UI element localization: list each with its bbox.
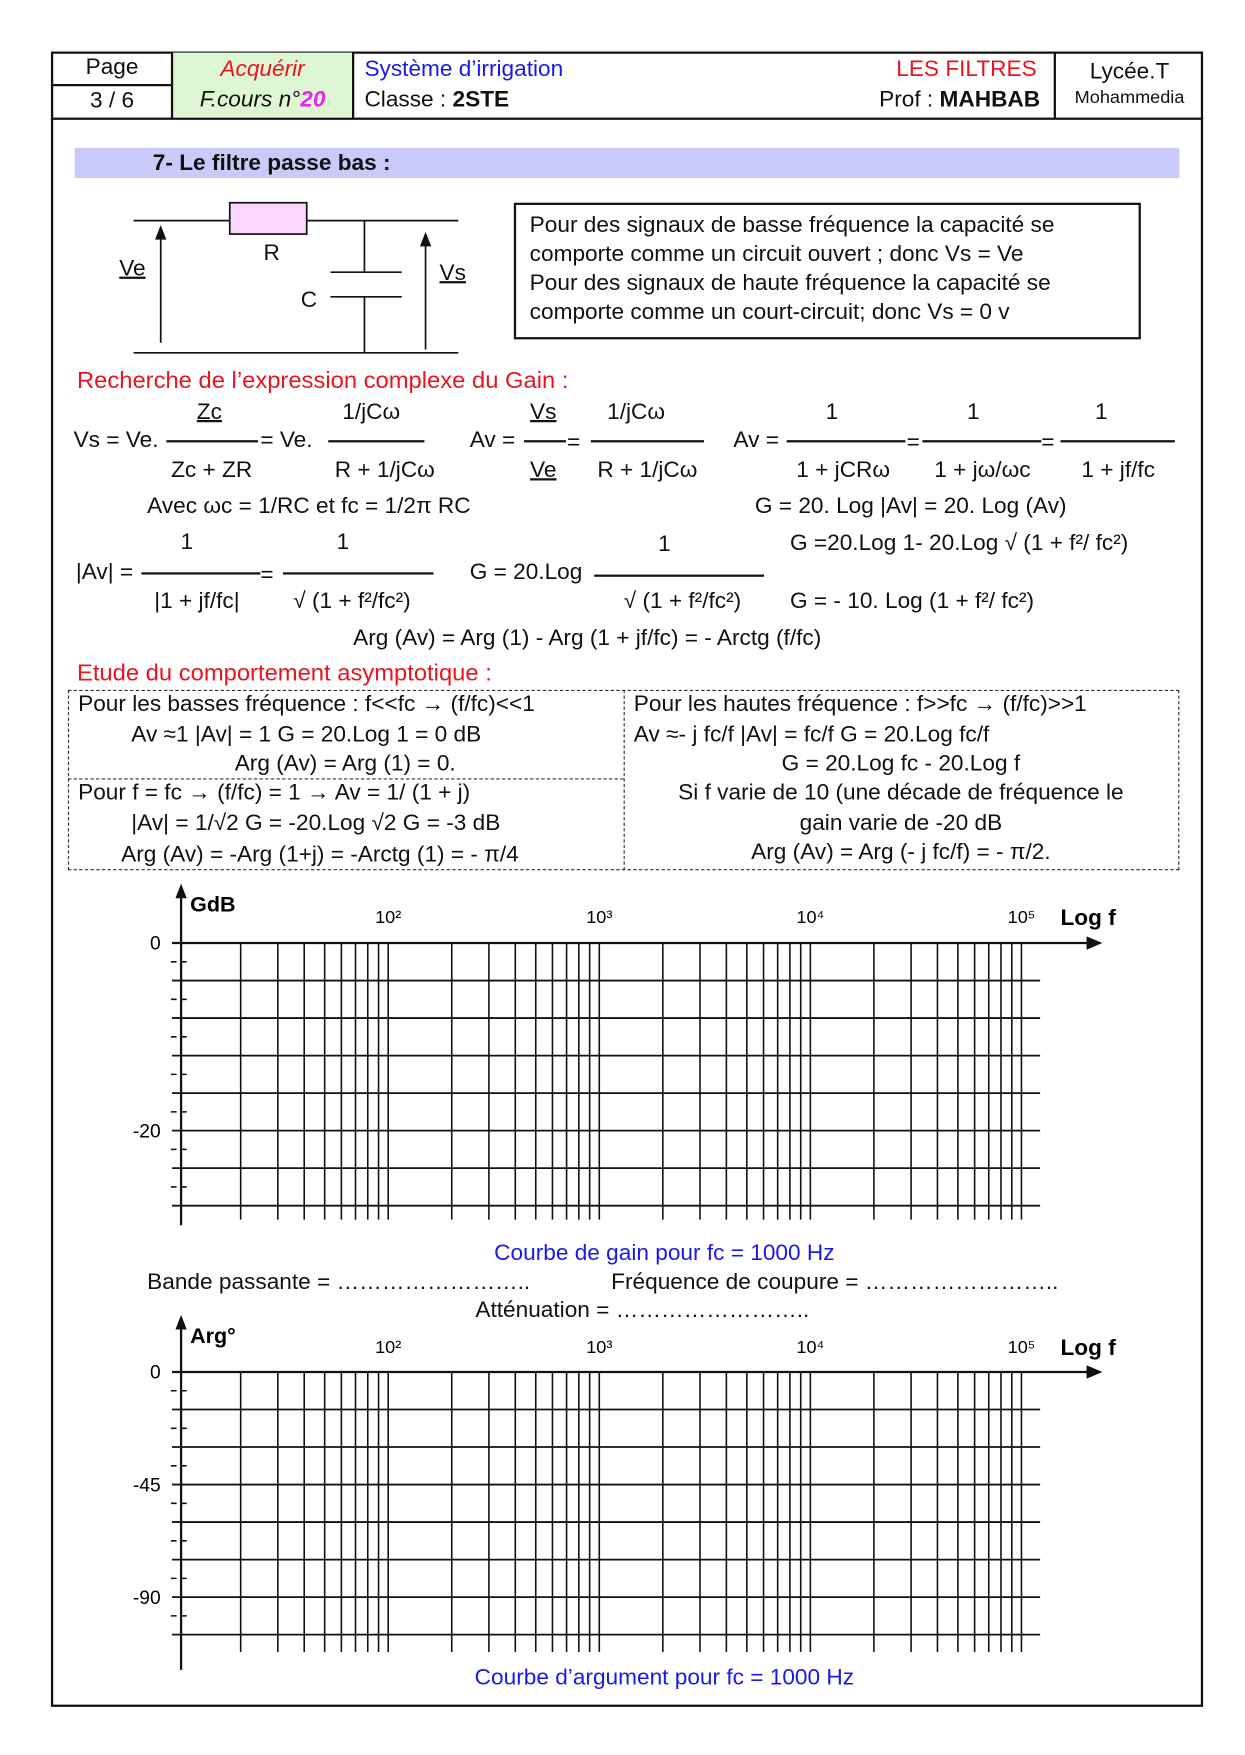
eq-one: 1 — [658, 532, 671, 557]
explanation-line: Pour des signaux de haute fréquence la capacité se — [529, 271, 1051, 296]
eq-arg: Arg (Av) = Arg (1) - Arg (1 + jf/fc) = - Arctg (f/fc) — [353, 626, 822, 651]
x-tick-label: 10⁴ — [796, 1337, 825, 1357]
cutoff-line: |Av| = 1/√2 G = -20.Log √2 G = -3 dB — [131, 810, 501, 836]
eq-zc-zr: Zc + ZR — [171, 458, 253, 483]
y-tick-label: -20 — [132, 1121, 161, 1143]
cutoff-line: Arg (Av) = -Arg (1+j) = -Arctg (1) = - π/4 — [121, 842, 519, 867]
eq-equals: = — [260, 562, 274, 587]
eq-equals: = — [567, 430, 581, 455]
class-value: 2STE — [452, 87, 510, 112]
eq-den-2: 1 + jω/ωc — [934, 458, 1031, 483]
y-axis-arrow-icon — [175, 884, 186, 899]
y-tick-label: 0 — [150, 1362, 161, 1384]
eq-g-line-2: G = - 10. Log (1 + f²/ fc²) — [789, 589, 1035, 614]
gain-heading: Recherche de l’expression complexe du Gain : — [76, 367, 569, 394]
explanation-line: comporte comme un court-circuit; donc Vs = 0 v — [529, 300, 1010, 325]
y-axis-label: Arg° — [190, 1323, 236, 1348]
prof-label: Prof : — [879, 87, 940, 112]
eq-den-1: 1 + jCRω — [796, 458, 891, 483]
high-freq-line: Pour les hautes fréquence : f>>fc → (f/fc)>>1 — [633, 692, 1087, 717]
eq-one: 1 — [336, 529, 350, 555]
acquire-label: Acquérir — [220, 57, 305, 82]
class-label: Classe : — [364, 87, 453, 112]
eq-g-line-1: G =20.Log 1- 20.Log √ (1 + f²/ fc²) — [789, 530, 1129, 556]
eq-av: Av = — [469, 427, 516, 453]
topic-title: LES FILTRES — [896, 57, 1037, 82]
eq-avec: Avec ωc = 1/RC et fc = 1/2π RC — [147, 493, 471, 519]
x-axis-arrow-icon — [1087, 1365, 1103, 1378]
ve-label: Ve — [119, 256, 146, 282]
eq-equals: = — [1041, 430, 1055, 455]
eq-zc: Zc — [196, 399, 222, 425]
eq-av: Av = — [733, 427, 779, 453]
phase-chart-title: Courbe d’argument pour fc = 1000 Hz — [474, 1665, 855, 1691]
y-tick-label: -90 — [132, 1587, 161, 1609]
low-freq-line: Av ≈1 |Av| = 1 G = 20.Log 1 = 0 dB — [131, 722, 482, 748]
x-tick-label: 10⁴ — [796, 906, 825, 927]
eq-mod-den-1: |1 + jf/fc| — [154, 589, 240, 614]
r-label: R — [263, 240, 280, 266]
y-axis-label: GdB — [190, 892, 236, 917]
page-label: Page — [85, 54, 139, 80]
high-freq-line: G = 20.Log fc - 20.Log f — [781, 751, 1021, 777]
eq-g-def: G = 20. Log |Av| = 20. Log (Av) — [754, 493, 1067, 519]
cutoff-frequency-field[interactable]: Fréquence de coupure = …………………….. — [611, 1270, 1059, 1295]
eq-mod-den-2: √ (1 + f²/fc²) — [293, 589, 411, 614]
x-tick-label: 10³ — [586, 906, 613, 927]
eq-r-one-jcw: R + 1/jCω — [597, 458, 698, 483]
high-freq-line: Arg (Av) = Arg (- j fc/f) = - π/2. — [751, 840, 1051, 865]
asymptotic-heading: Etude du comportement asymptotique : — [76, 660, 492, 686]
high-freq-line: Si f varie de 10 (une décade de fréquence le — [678, 780, 1124, 806]
course-prefix: F.cours n° — [199, 87, 301, 112]
eq-one: 1 — [180, 529, 194, 555]
cutoff-line: Pour f = fc → (f/fc) = 1 → Av = 1/ (1 + j) — [78, 780, 471, 806]
attenuation-field[interactable]: Atténuation = …………………….. — [475, 1298, 810, 1323]
explanation-line: Pour des signaux de basse fréquence la capacité se — [529, 212, 1055, 238]
low-freq-line: Pour les basses fréquence : f<<fc → (f/fc)<<1 — [78, 692, 535, 717]
eq-ve-den: Ve — [530, 458, 557, 483]
c-label: C — [300, 287, 318, 313]
eq-equals: = — [906, 430, 920, 455]
x-axis-arrow-icon — [1087, 936, 1103, 949]
eq-one: 1 — [967, 399, 980, 425]
x-axis-label: Log f — [1060, 1335, 1116, 1361]
gain-chart-title: Courbe de gain pour fc = 1000 Hz — [494, 1240, 835, 1266]
eq-one-jcw: 1/jCω — [607, 399, 666, 425]
eq-mod-av: |Av| = — [75, 560, 134, 585]
x-tick-label: 10⁵ — [1007, 1337, 1036, 1357]
eq-vs-ve: Vs = Ve. — [73, 427, 159, 453]
eq-mod-den-2: √ (1 + f²/fc²) — [623, 589, 742, 614]
x-tick-label: 10² — [375, 906, 402, 927]
section-title: 7- Le filtre passe bas : — [152, 151, 391, 176]
y-tick-label: 0 — [150, 933, 161, 955]
high-freq-line: gain varie de -20 dB — [799, 810, 1003, 836]
high-freq-line: Av ≈- j fc/f |Av| = fc/f G = 20.Log fc/f — [633, 722, 990, 748]
x-tick-label: 10² — [375, 1337, 402, 1357]
phase-chart — [133, 1315, 1116, 1670]
low-freq-line: Arg (Av) = Arg (1) = 0. — [234, 751, 456, 777]
bandwidth-field[interactable]: Bande passante = …………………….. — [147, 1270, 531, 1295]
x-axis-label: Log f — [1060, 905, 1116, 931]
gain-chart — [133, 884, 1116, 1226]
prof-name: MAHBAB — [939, 87, 1041, 112]
eq-ve: = Ve. — [260, 427, 313, 453]
eq-vs: Vs — [530, 399, 557, 425]
y-tick-label: -45 — [132, 1475, 161, 1497]
eq-one: 1 — [825, 399, 839, 425]
page-number: 3 / 6 — [90, 88, 135, 114]
vs-label: Vs — [439, 260, 466, 286]
eq-one: 1 — [1094, 399, 1108, 425]
school-city: Mohammedia — [1074, 88, 1185, 108]
x-tick-label: 10³ — [586, 1337, 613, 1357]
y-axis-arrow-icon — [175, 1315, 186, 1330]
explanation-line: comporte comme un circuit ouvert ; donc Vs = Ve — [529, 241, 1024, 267]
course-number-value: 20 — [300, 87, 326, 112]
eq-one-jcw: 1/jCω — [342, 399, 401, 425]
system-title: Système d’irrigation — [364, 57, 564, 82]
x-tick-label: 10⁵ — [1007, 906, 1036, 927]
eq-g-log: G = 20.Log — [469, 560, 583, 585]
eq-r-one-jcw: R + 1/jCω — [334, 458, 435, 483]
eq-den-3: 1 + jf/fc — [1081, 458, 1156, 483]
school-name: Lycée.T — [1089, 59, 1170, 84]
